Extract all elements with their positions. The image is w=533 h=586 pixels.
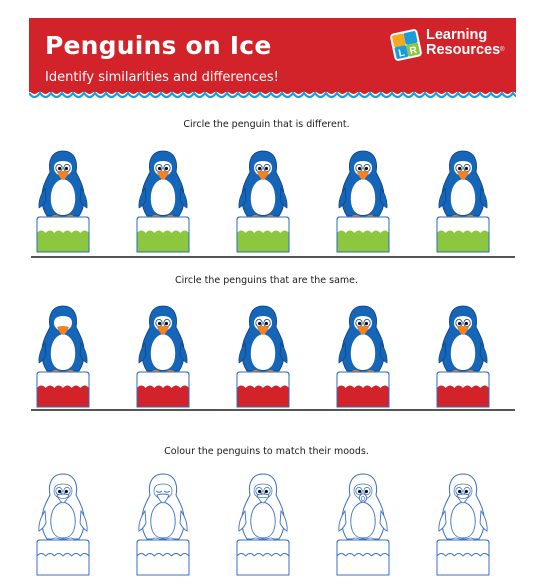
penguin-on-ice-icon [437,303,489,407]
penguin-on-ice-icon [337,148,389,252]
penguin-on-ice-icon [37,471,89,575]
penguin-on-ice-icon [37,148,89,252]
logo-line-1: Learning [426,27,488,43]
penguin-section1-4 [337,148,389,256]
instruction-section-1: Circle the penguin that is different. [183,119,350,130]
penguin-outline-section3-1 [37,471,89,579]
logo-text: Learning Resources® [426,27,505,58]
penguin-on-ice-icon [237,471,289,575]
penguin-outline-section3-3 [237,471,289,579]
instruction-section-3: Colour the penguins to match their moods. [164,446,369,457]
page-subtitle: Identify similarities and differences! [45,70,279,85]
instruction-section-2: Circle the penguins that are the same. [174,275,359,286]
penguin-section2-2 [137,303,189,411]
penguin-outline-section3-2 [137,471,189,579]
penguin-section2-5 [437,303,489,411]
penguin-on-ice-icon [437,471,489,575]
penguin-outline-section3-5 [437,471,489,579]
page-title: Penguins on Ice [45,31,272,60]
penguin-section1-2 [137,148,189,256]
penguin-section2-3 [237,303,289,411]
penguin-on-ice-icon [237,148,289,252]
section-divider [31,256,515,258]
penguin-section1-1 [37,148,89,256]
penguin-on-ice-icon [337,471,389,575]
worksheet-header [29,18,516,92]
penguin-on-ice-icon [437,148,489,252]
penguin-on-ice-icon [337,303,389,407]
logo-mark-icon [389,28,423,62]
penguin-section1-5 [437,148,489,256]
logo-line-2: Resources [426,42,501,58]
header-wave-border [29,86,516,104]
penguin-section2-1 [37,303,89,411]
penguin-on-ice-icon [237,303,289,407]
svg-text:L: L [397,47,406,60]
penguin-on-ice-icon [137,148,189,252]
svg-text:R: R [408,44,419,58]
learning-resources-logo [389,26,514,66]
penguin-section2-4 [337,303,389,411]
penguin-on-ice-icon [137,471,189,575]
penguin-on-ice-icon [37,303,89,407]
penguin-on-ice-icon [137,303,189,407]
penguin-outline-section3-4 [337,471,389,579]
penguin-section1-3 [237,148,289,256]
